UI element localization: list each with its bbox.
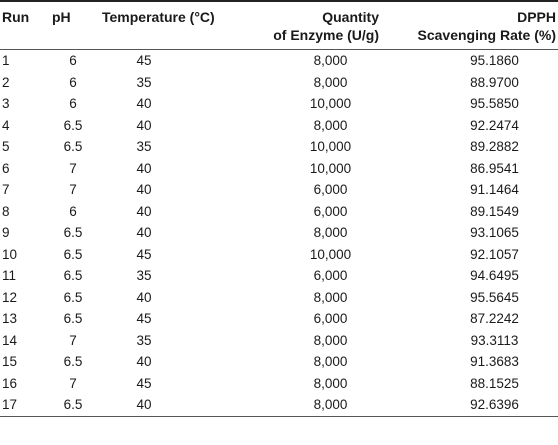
- cell-ph: 6.5: [63, 311, 83, 326]
- header-dpph-line2: Scavenging Rate (%): [417, 27, 556, 43]
- cell-temperature: 40: [136, 225, 152, 240]
- cell-ph: 7: [69, 332, 77, 348]
- cell-temperature: 35: [136, 268, 152, 283]
- cell-run: 16: [2, 375, 18, 391]
- cell-enzyme: 10,000: [309, 160, 352, 176]
- cell-temperature: 45: [136, 53, 152, 68]
- cell-run: 5: [2, 139, 10, 154]
- cell-run: 2: [2, 74, 10, 90]
- cell-ph: 6.5: [63, 354, 83, 369]
- cell-ph: 6.5: [63, 225, 83, 240]
- table-row: [0, 287, 558, 309]
- table-row: [0, 115, 558, 137]
- header-temperature-label: Temperature (°C): [102, 9, 215, 25]
- cell-run: 14: [2, 332, 18, 348]
- cell-enzyme: 10,000: [309, 246, 352, 262]
- cell-enzyme: 8,000: [313, 117, 348, 133]
- cell-temperature: 40: [136, 160, 152, 176]
- cell-run: 17: [2, 397, 18, 412]
- cell-dpph: 91.1464: [470, 182, 519, 197]
- cell-temperature: 45: [136, 246, 152, 262]
- cell-run: 7: [2, 182, 10, 197]
- cell-dpph: 86.9541: [470, 160, 519, 176]
- cell-ph: 6.5: [63, 289, 83, 305]
- table-row: [0, 222, 558, 244]
- cell-dpph: 92.1057: [470, 246, 519, 262]
- header-dpph: [383, 1, 558, 50]
- header-run-label: Run: [2, 9, 30, 25]
- table-row: [0, 244, 558, 266]
- cell-dpph: 89.2882: [470, 139, 519, 154]
- header-ph-label: pH: [52, 9, 71, 25]
- header-enzyme: [248, 1, 383, 50]
- cell-enzyme: 8,000: [313, 332, 348, 348]
- table-row: [0, 158, 558, 180]
- cell-ph: 7: [69, 375, 77, 391]
- table-row: [0, 308, 558, 330]
- cell-temperature: 45: [136, 375, 152, 391]
- cell-ph: 6.5: [63, 268, 83, 283]
- table-body: [0, 50, 558, 417]
- table-row: [0, 373, 558, 395]
- cell-enzyme: 6,000: [313, 182, 348, 197]
- table-row: [0, 93, 558, 115]
- table-row: [0, 330, 558, 352]
- table-row: [0, 50, 558, 72]
- cell-temperature: 35: [136, 139, 152, 154]
- cell-enzyme: 10,000: [309, 96, 352, 111]
- table-row: [0, 351, 558, 373]
- cell-run: 13: [2, 311, 18, 326]
- cell-temperature: 45: [136, 311, 152, 326]
- cell-enzyme: 8,000: [313, 289, 348, 305]
- cell-enzyme: 8,000: [313, 375, 348, 391]
- cell-run: 11: [2, 268, 17, 283]
- cell-enzyme: 6,000: [313, 203, 348, 219]
- cell-ph: 6: [69, 74, 77, 90]
- header-enzyme-line2: of Enzyme (U/g): [273, 27, 379, 43]
- table-row: [0, 179, 558, 201]
- header-temperature: [98, 1, 248, 50]
- cell-run: 4: [2, 117, 10, 133]
- cell-enzyme: 6,000: [313, 311, 348, 326]
- cell-ph: 6.5: [63, 117, 83, 133]
- cell-enzyme: 8,000: [313, 225, 348, 240]
- cell-ph: 6.5: [63, 139, 83, 154]
- cell-dpph: 92.2474: [470, 117, 519, 133]
- cell-ph: 6: [69, 203, 77, 219]
- table-row: [0, 72, 558, 94]
- cell-run: 3: [2, 96, 10, 111]
- table-header: [0, 1, 558, 50]
- header-ph: [48, 1, 98, 50]
- header-enzyme-line1: Quantity: [322, 9, 379, 25]
- cell-dpph: 93.3113: [470, 332, 519, 348]
- cell-enzyme: 8,000: [313, 397, 348, 412]
- cell-run: 10: [2, 246, 18, 262]
- cell-run: 1: [2, 53, 10, 68]
- cell-ph: 6.5: [63, 246, 83, 262]
- cell-dpph: 93.1065: [470, 225, 519, 240]
- cell-run: 8: [2, 203, 10, 219]
- header-dpph-line1: DPPH: [517, 9, 556, 25]
- cell-temperature: 40: [136, 182, 152, 197]
- cell-dpph: 95.1860: [470, 53, 519, 68]
- cell-enzyme: 10,000: [309, 139, 352, 154]
- cell-enzyme: 8,000: [313, 53, 348, 68]
- cell-temperature: 40: [136, 397, 152, 412]
- table-row: [0, 265, 558, 287]
- cell-dpph: 87.2242: [470, 311, 519, 326]
- cell-enzyme: 8,000: [313, 354, 348, 369]
- cell-run: 6: [2, 160, 10, 176]
- cell-ph: 6: [69, 96, 77, 111]
- header-run: [0, 1, 48, 50]
- cell-dpph: 94.6495: [470, 268, 519, 283]
- cell-dpph: 88.1525: [470, 375, 519, 391]
- cell-ph: 6: [69, 53, 77, 68]
- cell-dpph: 89.1549: [470, 203, 519, 219]
- header-row: [0, 1, 558, 50]
- cell-dpph: 95.5850: [470, 96, 519, 111]
- cell-dpph: 95.5645: [470, 289, 519, 305]
- cell-temperature: 40: [136, 289, 152, 305]
- cell-temperature: 40: [136, 203, 152, 219]
- cell-run: 9: [2, 225, 10, 240]
- cell-run: 12: [2, 289, 18, 305]
- cell-temperature: 40: [136, 354, 152, 369]
- table-row: [0, 136, 558, 158]
- cell-temperature: 35: [136, 74, 152, 90]
- table-row: [0, 201, 558, 223]
- cell-temperature: 35: [136, 332, 152, 348]
- cell-dpph: 88.9700: [470, 74, 519, 90]
- table-row: [0, 394, 558, 416]
- cell-ph: 6.5: [63, 397, 83, 412]
- cell-ph: 7: [69, 160, 77, 176]
- cell-ph: 7: [69, 182, 77, 197]
- cell-enzyme: 6,000: [313, 268, 348, 283]
- cell-enzyme: 8,000: [313, 74, 348, 90]
- cell-temperature: 40: [136, 96, 152, 111]
- cell-dpph: 92.6396: [470, 397, 519, 412]
- cell-dpph: 91.3683: [470, 354, 519, 369]
- cell-run: 15: [2, 354, 18, 369]
- cell-temperature: 40: [136, 117, 152, 133]
